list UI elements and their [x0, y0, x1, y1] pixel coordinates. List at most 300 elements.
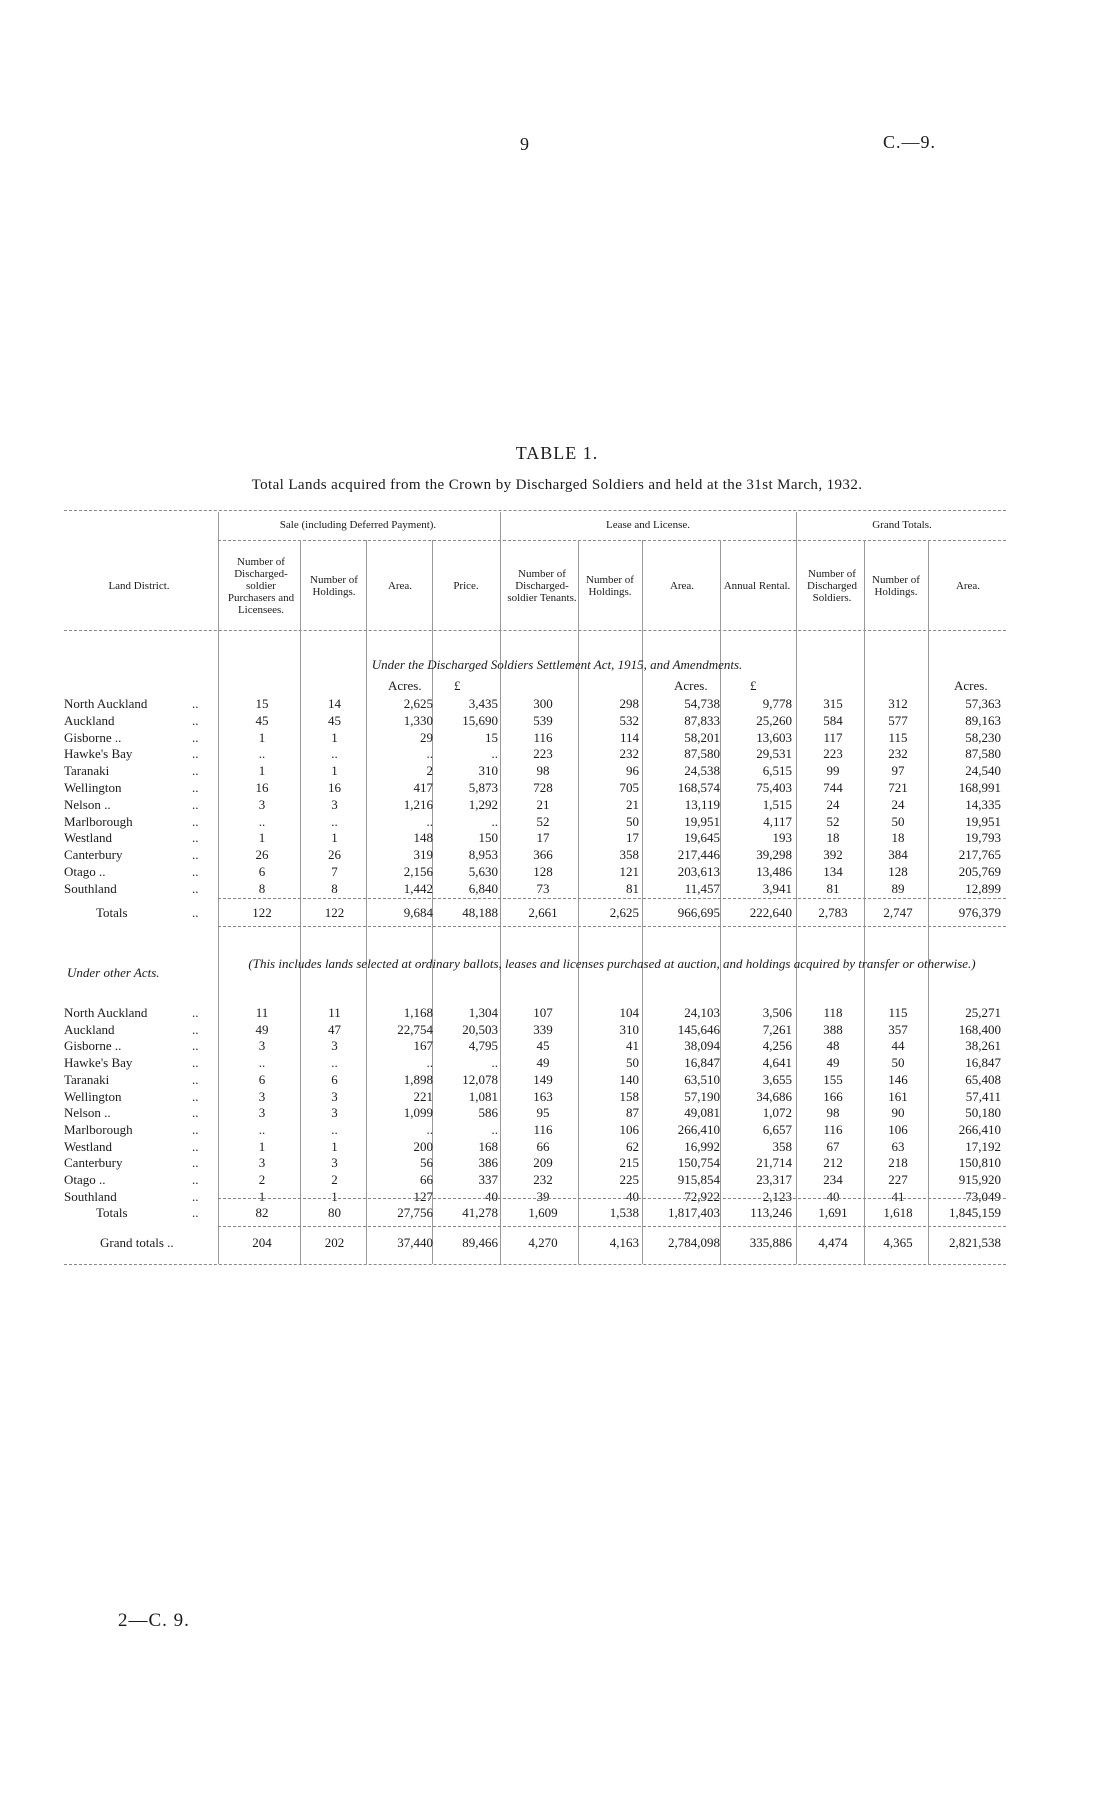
table-cell: 1,304	[468, 1005, 498, 1020]
table-cell: 65,408	[965, 1071, 1001, 1087]
leader-dots: ..	[192, 1155, 199, 1171]
table-cell: 3	[258, 796, 266, 812]
table-row	[0, 730, 1114, 746]
table-cell: 57,411	[965, 1088, 1001, 1104]
table-cell: 1	[258, 1188, 266, 1204]
totals-cell: 82	[255, 1205, 269, 1220]
table-row	[0, 1072, 1114, 1088]
table-cell: ..	[426, 1121, 433, 1137]
section2-note: (This includes lands selected at ordinary ballots, leases and licenses purchased at auction, and holdings acquired by transfer or otherwise.)	[248, 956, 976, 971]
table-cell: 11	[255, 1005, 269, 1020]
totals-cell: 122	[324, 905, 345, 920]
table-cell: 81	[826, 880, 840, 896]
table-cell: 163	[533, 1088, 553, 1104]
table-cell: ..	[426, 1055, 433, 1071]
totals-cell: 1,845,159	[949, 1205, 1001, 1220]
table-cell: 16,847	[965, 1055, 1001, 1071]
table-cell: 47	[328, 1021, 341, 1037]
table-cell: 134	[823, 864, 843, 879]
table-cell: 150	[478, 830, 498, 846]
table-cell: 106	[888, 1121, 908, 1137]
table-row	[0, 1005, 1114, 1021]
table-cell: 118	[823, 1005, 843, 1020]
totals-cell: 4,474	[818, 1235, 848, 1250]
table-cell: 1	[331, 1138, 338, 1154]
table-cell: 50	[891, 1055, 905, 1071]
table-cell: 72,922	[684, 1188, 720, 1204]
unit-sale-area: Acres.	[388, 678, 422, 693]
table-cell: 62	[626, 1138, 639, 1154]
totals-cell: 122	[252, 905, 272, 920]
table-cell: 66	[536, 1138, 550, 1154]
table-cell: 18	[891, 830, 905, 846]
table-cell: ..	[258, 1121, 266, 1137]
table-cell: 16,992	[684, 1138, 720, 1154]
table-cell: 50	[626, 813, 639, 829]
totals-cell: 27,756	[397, 1205, 433, 1220]
leader-dots: ..	[192, 1205, 199, 1220]
table-cell: 115	[888, 1005, 908, 1020]
table-cell: ..	[331, 746, 338, 762]
table-cell: 167	[413, 1038, 433, 1054]
table-cell: 5,873	[468, 780, 498, 795]
table-cell: 744	[823, 780, 843, 795]
table-cell: 1,515	[762, 796, 792, 812]
table-cell: 24	[826, 796, 840, 812]
table-cell: 22,754	[397, 1021, 433, 1037]
table-cell: 87,580	[684, 746, 720, 762]
table-cell: 166	[823, 1088, 843, 1104]
table-cell: 357	[888, 1021, 908, 1037]
leader-dots: ..	[192, 696, 199, 711]
land-district-name: Nelson ..	[64, 796, 111, 812]
totals-cell: 9,684	[403, 905, 433, 920]
table-cell: 13,119	[684, 796, 720, 812]
group-header-grand: Grand Totals.	[872, 519, 932, 531]
table-cell: 87,833	[684, 712, 720, 728]
totals-cell: 1,691	[818, 1205, 848, 1220]
table-cell: 1	[258, 729, 266, 745]
leader-dots: ..	[192, 746, 199, 762]
table-cell: 52	[536, 813, 550, 829]
table-cell: 319	[413, 847, 433, 863]
table-cell: 48	[826, 1038, 840, 1054]
table-cell: 221	[413, 1088, 433, 1104]
table-cell: 15,690	[462, 712, 498, 728]
leader-dots: ..	[192, 1005, 199, 1020]
table-cell: 7,261	[762, 1021, 792, 1037]
table-cell: 19,951	[684, 813, 720, 829]
table-cell: 168,991	[958, 780, 1001, 795]
leader-dots: ..	[192, 847, 199, 863]
leader-dots: ..	[192, 712, 199, 728]
table-cell: 11,457	[684, 880, 720, 896]
table-cell: 1,898	[403, 1071, 433, 1087]
table-cell: 584	[823, 712, 843, 728]
table-row	[0, 1105, 1114, 1121]
land-district-name: North Auckland	[64, 1005, 148, 1020]
table-cell: 96	[626, 763, 639, 779]
table-cell: 106	[619, 1121, 639, 1137]
table-row	[0, 1038, 1114, 1054]
table-cell: 50	[626, 1055, 639, 1071]
table-cell: 310	[478, 763, 498, 779]
table-cell: 9,778	[762, 696, 792, 711]
table-cell: 8	[258, 880, 266, 896]
table-cell: 45	[536, 1038, 550, 1054]
land-district-name: Marlborough	[64, 1121, 133, 1137]
table-cell: 150,810	[958, 1155, 1001, 1171]
table-cell: 6	[258, 1071, 266, 1087]
table-cell: 45	[255, 712, 269, 728]
table-cell: 366	[533, 847, 553, 863]
table-cell: 539	[533, 712, 553, 728]
table-cell: 193	[772, 830, 792, 846]
totals-cell: 1,538	[609, 1205, 639, 1220]
table-cell: 75,403	[756, 780, 792, 795]
leader-dots: ..	[192, 1188, 199, 1204]
table-cell: 34,686	[756, 1088, 792, 1104]
table-cell: 49	[826, 1055, 840, 1071]
table-cell: 121	[619, 864, 639, 879]
table-cell: 232	[533, 1172, 553, 1187]
table-cell: 57,190	[684, 1088, 720, 1104]
table-row	[0, 1189, 1114, 1205]
table-cell: 234	[823, 1172, 843, 1187]
land-district-name: Taranaki	[64, 1071, 110, 1087]
leader-dots: ..	[192, 1105, 199, 1121]
totals-label: Grand totals ..	[100, 1235, 174, 1250]
totals-cell: 48,188	[462, 905, 498, 920]
table-cell: 41	[626, 1038, 639, 1054]
table-cell: 1	[331, 729, 338, 745]
table-cell: ..	[331, 813, 338, 829]
table-cell: 24,540	[965, 763, 1001, 779]
totals-cell: 2,783	[818, 905, 848, 920]
table-cell: 13,486	[756, 864, 792, 879]
table-cell: ..	[491, 746, 498, 762]
table-cell: 49	[536, 1055, 550, 1071]
table-cell: 104	[619, 1005, 639, 1020]
table-cell: 5,630	[468, 864, 498, 879]
table-row	[0, 1172, 1114, 1188]
table-cell: 6	[331, 1071, 338, 1087]
table-row	[0, 1055, 1114, 1071]
totals-cell: 2,821,538	[949, 1235, 1001, 1250]
totals-cell: 37,440	[397, 1235, 433, 1250]
table-cell: 266,410	[958, 1121, 1001, 1137]
table-cell: 4,641	[762, 1055, 792, 1071]
table-cell: 128	[533, 864, 553, 879]
table-cell: 2	[426, 763, 433, 779]
table-cell: 217,765	[958, 847, 1001, 863]
table-cell: 90	[891, 1105, 905, 1121]
table-cell: 1	[331, 763, 338, 779]
table-cell: 13,603	[756, 729, 792, 745]
land-district-name: Canterbury	[64, 847, 123, 863]
table-cell: 116	[823, 1121, 843, 1137]
table-cell: 15	[485, 729, 498, 745]
leader-dots: ..	[192, 1088, 199, 1104]
table-caption: Total Lands acquired from the Crown by Discharged Soldiers and held at the 31st March, 1932.	[251, 477, 863, 493]
land-district-name: Taranaki	[64, 763, 110, 779]
table-row	[0, 864, 1114, 880]
table-cell: 6,840	[468, 880, 498, 896]
totals-cell: 2,784,098	[668, 1235, 720, 1250]
totals-cell: 89,466	[462, 1235, 498, 1250]
table-cell: ..	[258, 746, 266, 762]
table-cell: 146	[888, 1071, 908, 1087]
table-cell: 6,657	[762, 1121, 792, 1137]
table-row	[0, 780, 1114, 796]
land-district-name: Westland	[64, 830, 113, 846]
unit-grand-area: Acres.	[954, 678, 988, 693]
table-row	[0, 763, 1114, 779]
table-cell: 87,580	[965, 746, 1001, 762]
totals-cell: 204	[252, 1235, 272, 1250]
table-cell: 99	[826, 763, 840, 779]
table-cell: 1,442	[403, 880, 433, 896]
table-cell: 205,769	[958, 864, 1001, 879]
table-cell: 4,795	[468, 1038, 498, 1054]
table-cell: 73	[536, 880, 550, 896]
table-cell: 38,094	[684, 1038, 720, 1054]
section2-totals-rule-top	[218, 1198, 1006, 1199]
table-cell: 38,261	[965, 1038, 1001, 1054]
table-cell: 310	[619, 1021, 639, 1037]
leader-dots: ..	[192, 1138, 199, 1154]
col-header-lease-holdings: Number of Holdings.	[586, 574, 634, 598]
table-row	[0, 1089, 1114, 1105]
table-cell: 1,292	[468, 796, 498, 812]
leader-dots: ..	[192, 1055, 199, 1071]
table-row	[0, 1155, 1114, 1171]
table-cell: 29	[420, 729, 433, 745]
table-cell: 40	[485, 1188, 498, 1204]
totals-cell: 113,246	[750, 1205, 792, 1220]
totals-cell: 2,625	[609, 905, 639, 920]
table-cell: 40	[826, 1188, 840, 1204]
table-cell: 339	[533, 1021, 553, 1037]
table-cell: 3	[258, 1038, 266, 1054]
table-cell: 3	[331, 1088, 338, 1104]
table-cell: 16,847	[684, 1055, 720, 1071]
table-cell: 217,446	[677, 847, 720, 863]
table-cell: 16	[328, 780, 341, 795]
table-cell: 66	[420, 1172, 433, 1187]
table-cell: 17	[626, 830, 639, 846]
col-header-lease-rental: Annual Rental.	[723, 580, 791, 592]
table-cell: 21,714	[756, 1155, 792, 1171]
table-cell: 1,099	[403, 1105, 433, 1121]
group-header-rule	[218, 540, 1006, 541]
table-cell: 115	[888, 729, 908, 745]
totals-cell: 1,817,403	[668, 1205, 720, 1220]
table-cell: 358	[619, 847, 639, 863]
totals-cell: 1,609	[528, 1205, 558, 1220]
table-cell: 3	[258, 1088, 266, 1104]
table-cell: 1,330	[403, 712, 433, 728]
land-district-name: Nelson ..	[64, 1105, 111, 1121]
table-row	[0, 1122, 1114, 1138]
table-cell: 168,400	[958, 1021, 1001, 1037]
table-cell: 116	[533, 1121, 553, 1137]
table-cell: 223	[823, 746, 843, 762]
table-cell: 3,506	[762, 1005, 792, 1020]
section2-totals-rule-mid	[218, 1226, 1006, 1227]
group-header-sale: Sale (including Deferred Payment).	[279, 519, 437, 531]
table-cell: 98	[536, 763, 550, 779]
table-cell: ..	[331, 1121, 338, 1137]
land-district-name: Gisborne ..	[64, 729, 122, 745]
table-cell: 50,180	[965, 1105, 1001, 1121]
table-cell: 8,953	[468, 847, 498, 863]
page-number: 9	[520, 134, 529, 154]
table-row	[0, 713, 1114, 729]
section2-title: Under other Acts.	[67, 965, 160, 980]
table-cell: 57,363	[965, 696, 1001, 711]
table-row	[0, 814, 1114, 830]
table-cell: 97	[891, 763, 905, 779]
table-cell: 81	[626, 880, 639, 896]
totals-cell: 41,278	[462, 1205, 498, 1220]
table-cell: 149	[533, 1071, 553, 1087]
table-cell: 1,216	[403, 796, 433, 812]
leader-dots: ..	[192, 880, 199, 896]
table-row	[0, 797, 1114, 813]
table-title: TABLE 1.	[515, 443, 599, 463]
table-cell: 1,081	[468, 1088, 498, 1104]
table-cell: 1,072	[762, 1105, 792, 1121]
unit-lease-rental: £	[750, 678, 757, 693]
table-row	[0, 881, 1114, 897]
table-cell: 23,317	[756, 1172, 792, 1187]
table-cell: 3	[331, 1038, 338, 1054]
table-cell: 223	[533, 746, 553, 762]
table-cell: 148	[413, 830, 433, 846]
table-cell: 116	[533, 729, 553, 745]
table-cell: 218	[888, 1155, 908, 1171]
table-cell: 915,920	[958, 1172, 1001, 1187]
totals-row	[0, 905, 1114, 921]
table-cell: 298	[619, 696, 639, 711]
table-cell: 3,655	[762, 1071, 792, 1087]
table-cell: ..	[491, 813, 498, 829]
col-header-sale-area: Area.	[387, 580, 413, 592]
page-reference: C.—9.	[883, 132, 937, 152]
table-cell: 29,531	[756, 746, 792, 762]
table-cell: 17,192	[965, 1138, 1001, 1154]
table-cell: ..	[426, 746, 433, 762]
totals-cell: 202	[324, 1235, 345, 1250]
table-cell: 300	[533, 696, 553, 711]
totals-cell: 4,270	[528, 1235, 558, 1250]
table-cell: 6	[258, 864, 266, 879]
table-cell: 145,646	[677, 1021, 720, 1037]
table-cell: 266,410	[677, 1121, 720, 1137]
table-cell: 232	[619, 746, 639, 762]
section1-title: Under the Discharged Soldiers Settlement Act, 1915, and Amendments.	[371, 657, 743, 672]
section1-totals-rule-top	[218, 898, 1006, 899]
table-cell: 225	[619, 1172, 639, 1187]
table-cell: 117	[823, 729, 843, 745]
table-cell: 2,625	[403, 696, 433, 711]
col-header-sale-purchasers: Number of Discharged-soldier Purchasers and Licensees.	[227, 556, 295, 616]
leader-dots: ..	[192, 1172, 199, 1187]
table-cell: 41	[891, 1188, 905, 1204]
table-cell: 417	[413, 780, 433, 795]
table-cell: 49,081	[684, 1105, 720, 1121]
col-header-grand-holdings: Number of Holdings.	[872, 574, 920, 598]
table-cell: 212	[823, 1155, 843, 1171]
table-row	[0, 696, 1114, 712]
table-cell: 1	[331, 1188, 338, 1204]
table-cell: 40	[626, 1188, 639, 1204]
table-cell: 58,201	[684, 729, 720, 745]
col-header-lease-tenants: Number of Discharged-soldier Tenants.	[507, 568, 577, 604]
table-cell: ..	[258, 813, 266, 829]
table-cell: 63,510	[684, 1071, 720, 1087]
totals-cell: 335,886	[749, 1235, 792, 1250]
totals-cell: 4,365	[883, 1235, 913, 1250]
totals-cell: 966,695	[677, 905, 720, 920]
table-cell: 2	[331, 1172, 338, 1187]
land-district-name: Marlborough	[64, 813, 133, 829]
land-district-name: Canterbury	[64, 1155, 123, 1171]
table-cell: 114	[619, 729, 639, 745]
table-cell: 227	[888, 1172, 908, 1187]
table-cell: 161	[888, 1088, 908, 1104]
table-cell: 721	[888, 780, 908, 795]
table-cell: 127	[413, 1188, 433, 1204]
table-cell: 39,298	[756, 847, 792, 863]
totals-row	[0, 1205, 1114, 1221]
land-district-name: Wellington	[64, 780, 122, 795]
land-district-name: Westland	[64, 1138, 113, 1154]
table-cell: ..	[426, 813, 433, 829]
table-cell: 315	[823, 696, 843, 711]
table-cell: 6,515	[762, 763, 792, 779]
table-cell: 232	[888, 746, 908, 762]
table-row	[0, 1022, 1114, 1038]
table-cell: 19,951	[965, 813, 1001, 829]
table-cell: 388	[823, 1021, 843, 1037]
land-district-name: North Auckland	[64, 696, 148, 711]
table-cell: 26	[328, 847, 341, 863]
totals-label: Totals	[96, 905, 128, 920]
table-cell: 98	[826, 1105, 840, 1121]
table-cell: 128	[888, 864, 908, 879]
table-cell: 8	[331, 880, 338, 896]
table-bottom-rule	[64, 1264, 1006, 1265]
totals-cell: 2,747	[883, 905, 913, 920]
table-cell: 19,645	[684, 830, 720, 846]
table-cell: 17	[536, 830, 550, 846]
table-cell: ..	[491, 1121, 498, 1137]
table-cell: 14,335	[965, 796, 1001, 812]
table-cell: 12,899	[965, 880, 1001, 896]
table-cell: 1	[258, 763, 266, 779]
table-cell: 50	[891, 813, 905, 829]
table-cell: 67	[826, 1138, 840, 1154]
table-cell: 44	[891, 1038, 905, 1054]
table-cell: 200	[413, 1138, 433, 1154]
table-cell: 15	[255, 696, 269, 711]
table-cell: 728	[533, 780, 553, 795]
table-cell: 1	[331, 830, 338, 846]
table-cell: 532	[619, 712, 639, 728]
land-district-name: Auckland	[64, 1021, 115, 1037]
